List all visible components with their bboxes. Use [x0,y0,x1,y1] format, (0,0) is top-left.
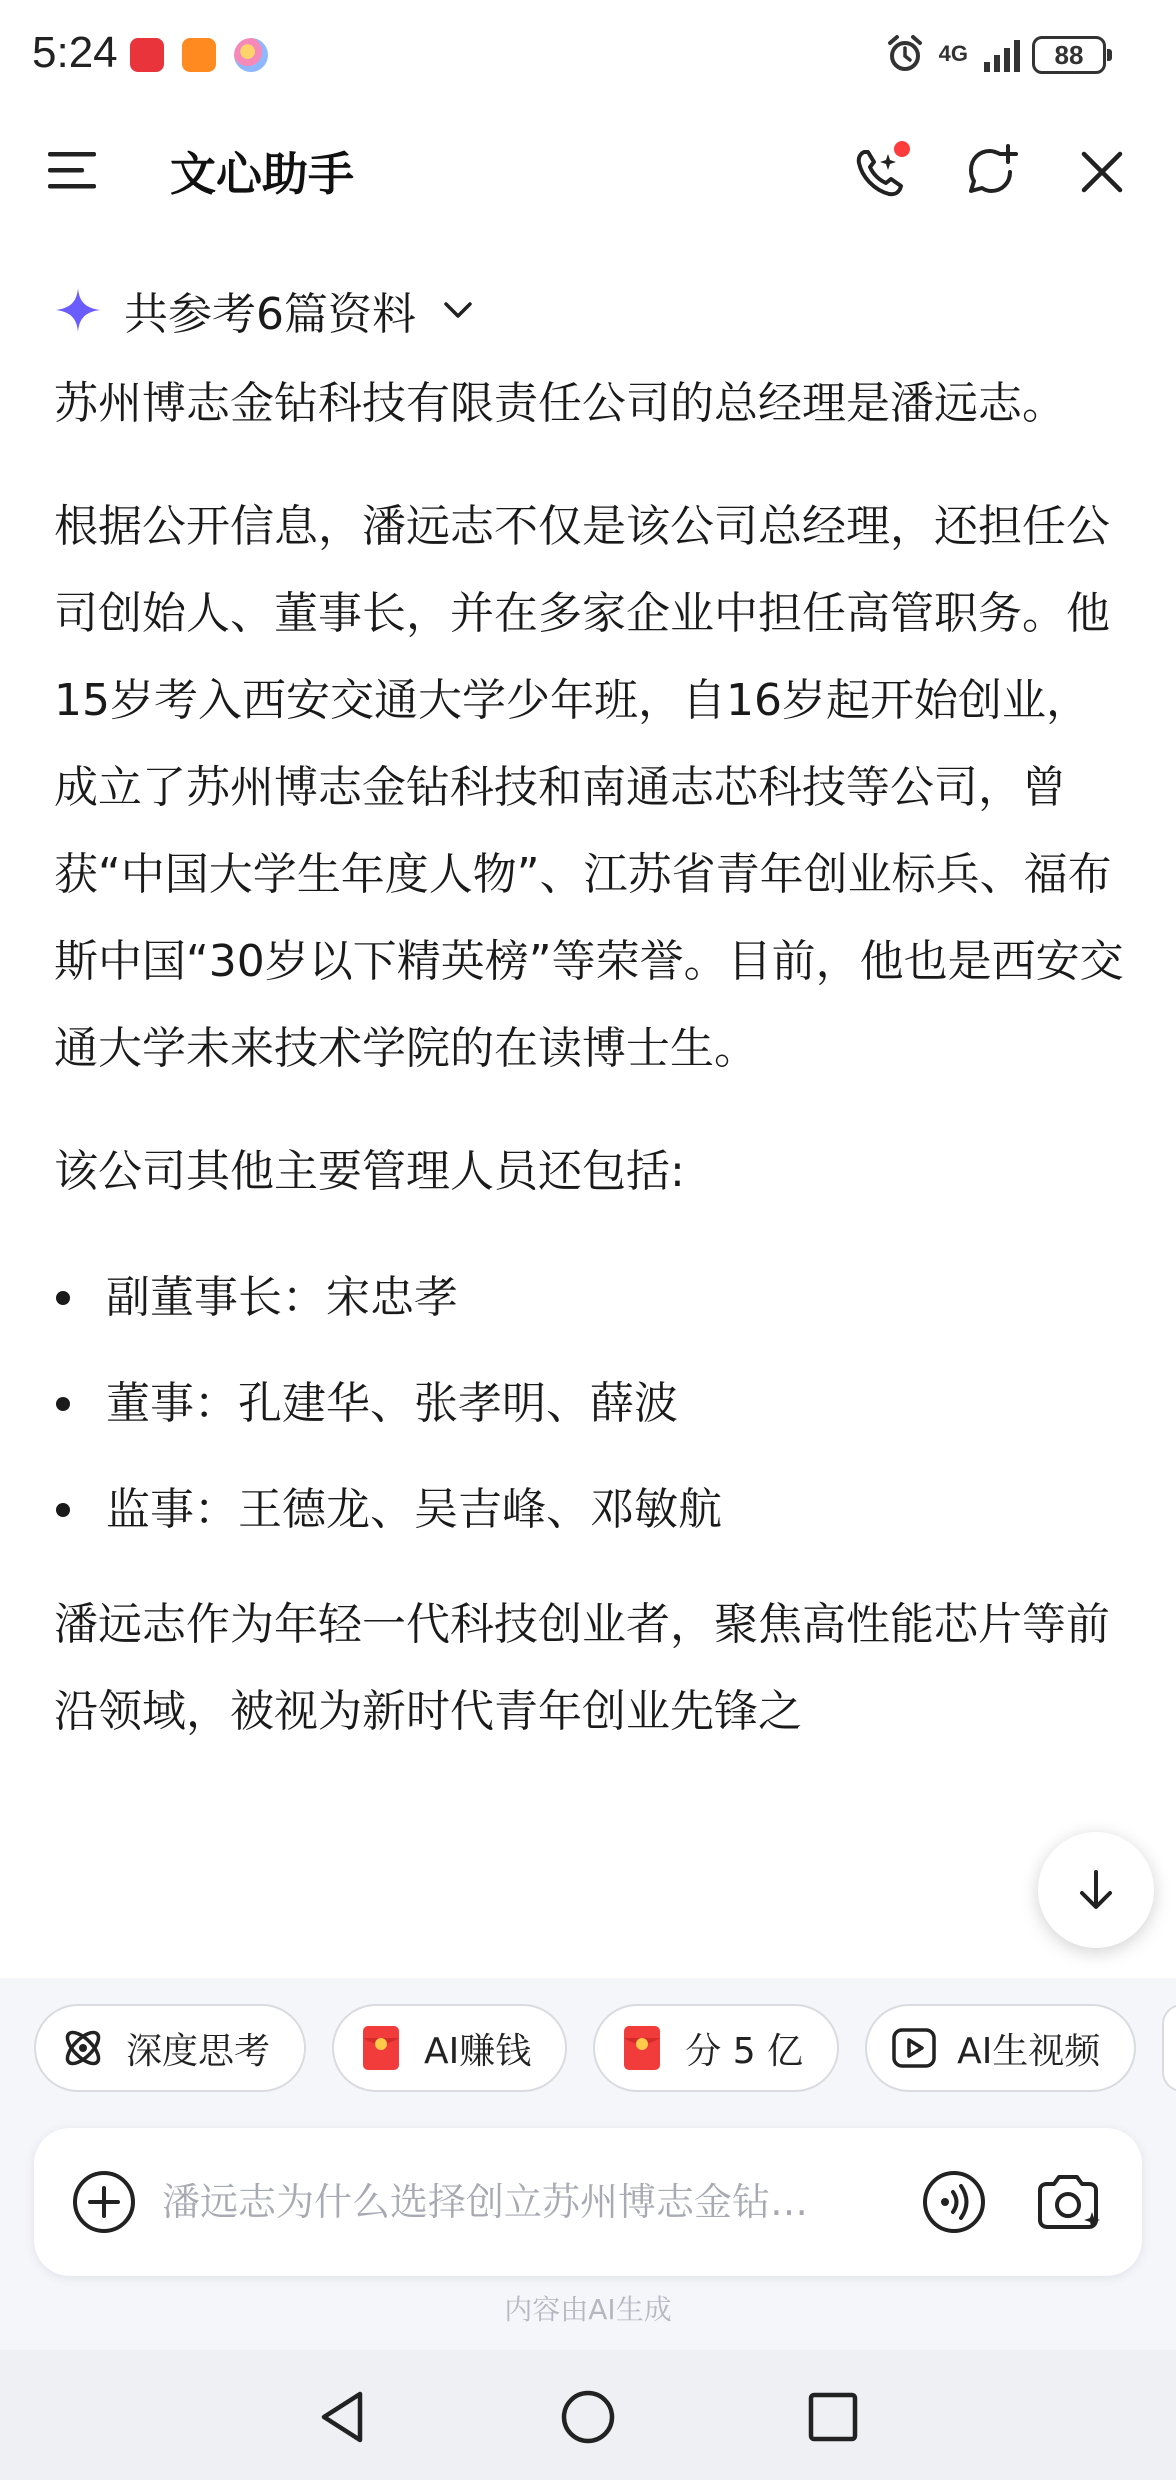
red-envelope-icon [356,2023,406,2073]
network-type: 4G [938,41,968,66]
answer-paragraph-2: 根据公开信息，潘远志不仅是该公司总经理，还担任公司创始人、董事长，并在多家企业中担任高管职务。他15岁考入西安交通大学少年班，自16岁起开始创业，成立了苏州博志金钻科技和南通志芯科技等公司，曾获“中国大学生年度人物”、江苏省青年创业标兵、福布斯中国“30岁以下精英榜”等荣誉。目前，他也是西安交通大学未来技术学院的在读博士生。 [54,501,1124,1074]
chip-label: 分 5 亿 [685,2030,804,2072]
atom-icon [58,2023,108,2073]
signal-icon [982,36,1026,72]
chip-more[interactable] [1162,2004,1176,2092]
chip-label: AI赚钱 [424,2030,532,2072]
bottom-panel [0,1978,1176,2350]
arrow-down-icon [1072,1866,1120,1914]
answer-paragraph-3: 该公司其他主要管理人员还包括: [54,1146,685,1197]
status-indicators [885,34,1026,74]
red-envelope-icon [617,2023,667,2073]
plus-icon[interactable] [70,2168,138,2236]
status-time: 5:24 [32,28,118,77]
chat-input-box [34,2128,1142,2276]
chevron-down-icon [438,290,478,330]
video-icon [889,2023,939,2073]
ai-generated-note: 内容由AI生成 [504,2293,672,2326]
video-app-icon [182,38,216,72]
alarm-icon [885,34,925,74]
sparkle-icon [54,286,102,334]
answer-content [54,260,1124,1755]
answer-paragraph-4: 潘远志作为年轻一代科技创业者，聚焦高性能芯片等前沿领域，被视为新时代青年创业先锋之 [54,1599,1110,1737]
colorful-app-icon [234,38,268,72]
status-app-icons [130,38,268,72]
system-navigation-bar [0,2350,1176,2480]
new-chat-icon[interactable] [960,140,1024,204]
voice-call-icon[interactable] [850,140,914,204]
status-bar [0,0,1176,120]
scroll-down-button[interactable] [1038,1832,1154,1948]
back-icon[interactable] [310,2384,376,2450]
chip-ai-earn[interactable] [332,2004,567,2092]
battery-indicator: 88 [1032,36,1106,74]
app-title: 文心助手 [170,147,354,201]
voice-input-icon[interactable] [920,2168,988,2236]
chip-label: AI生视频 [957,2030,1101,2072]
menu-icon[interactable] [48,148,100,192]
suggestion-chips [34,2004,1176,2092]
close-icon[interactable] [1070,140,1134,204]
app-header [0,120,1176,220]
answer-paragraph-1: 苏州博志金钻科技有限责任公司的总经理是潘远志。 [54,378,1066,429]
references-label: 共参考6篇资料 [124,289,416,340]
list-item: 副董事长：宋忠孝 [54,1245,1124,1351]
chip-ai-video[interactable] [865,2004,1136,2092]
chip-label: 深度思考 [126,2030,271,2072]
chat-input[interactable] [162,2172,932,2232]
chip-deep-thinking[interactable] [34,2004,306,2092]
chip-share-500m[interactable] [593,2004,839,2092]
list-item: 监事：王德龙、吴吉峰、邓敏航 [54,1457,1124,1563]
recents-icon[interactable] [800,2384,866,2450]
camera-icon[interactable] [1032,2168,1104,2236]
list-item: 董事：孔建华、张孝明、薛波 [54,1351,1124,1457]
huawei-app-icon [130,38,164,72]
home-icon[interactable] [555,2384,621,2450]
references-toggle[interactable] [54,260,1124,360]
management-list [54,1245,1124,1563]
